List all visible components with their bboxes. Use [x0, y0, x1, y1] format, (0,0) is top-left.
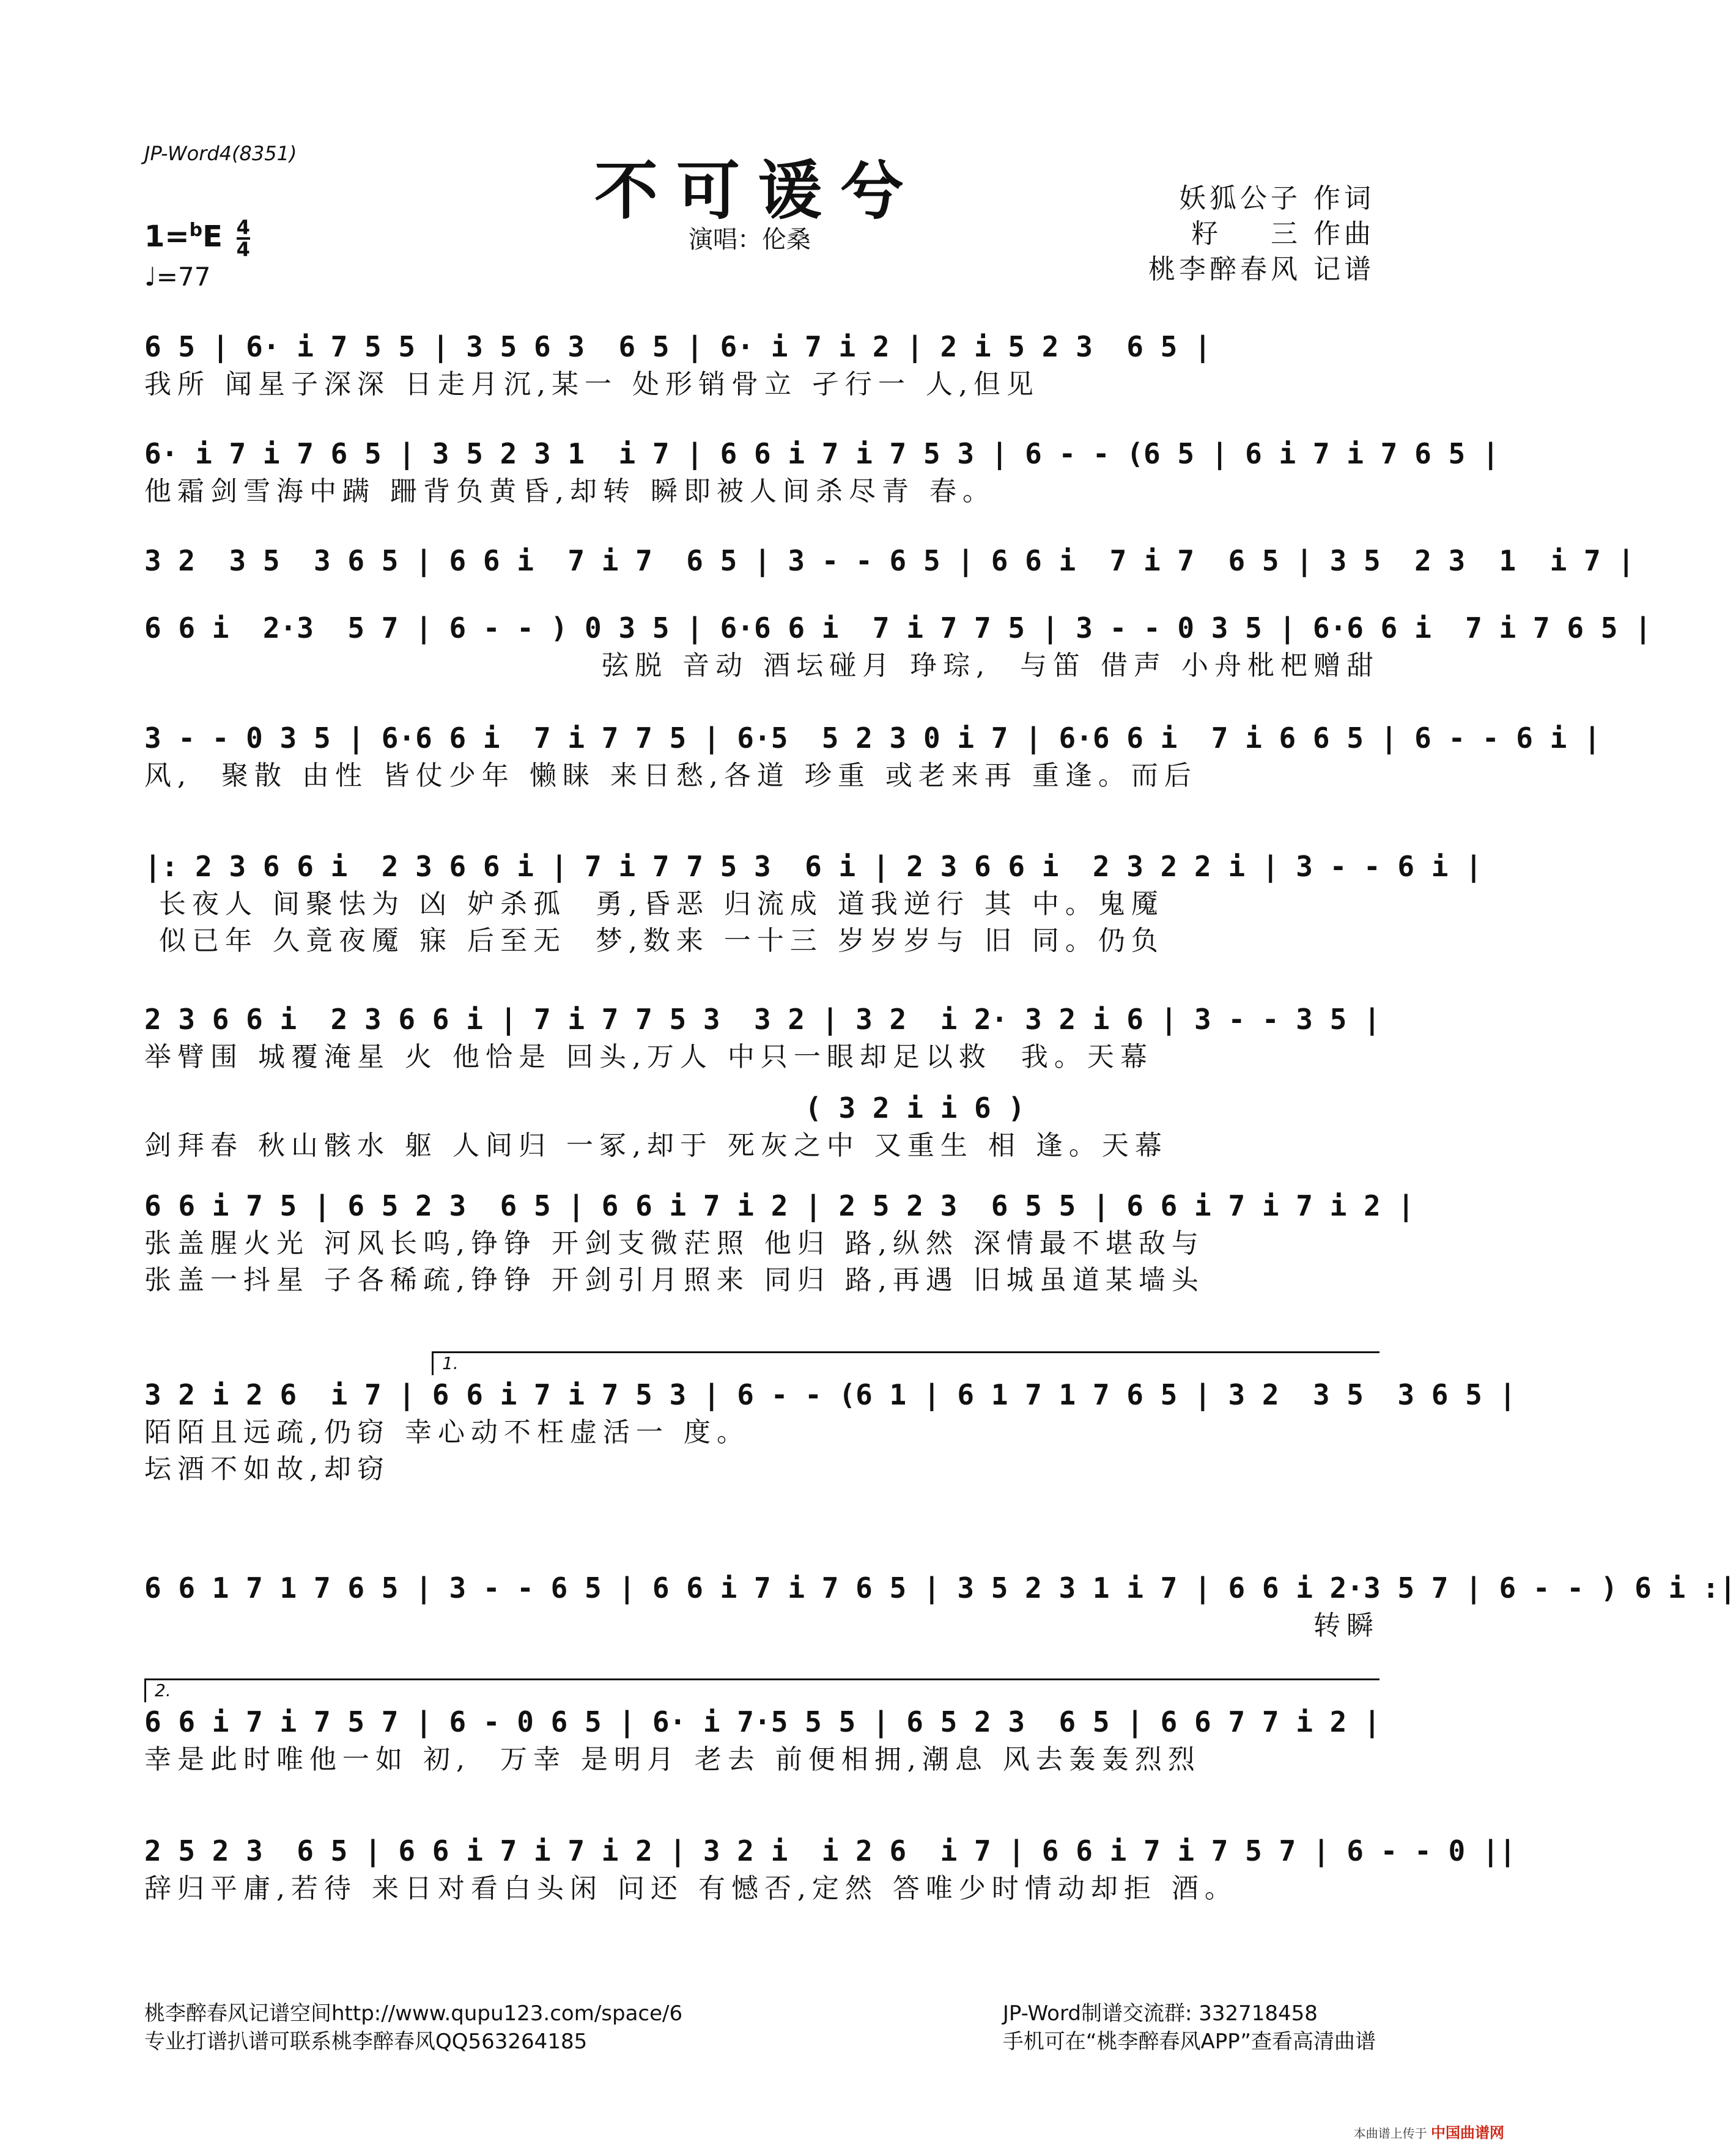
score-system [144, 718, 1601, 794]
composer-credit: 籽 三 作曲 [1191, 218, 1375, 249]
site-watermark [1354, 2121, 1504, 2142]
score-system [144, 1831, 1516, 1907]
notation-line: 3 2 i 2 6 i 7 | 6 6 i 7 i 7 5 3 | 6 - - (6 1 | 6 1 7 1 7 6 5 | 3 2 3 5 3 6 5 | [144, 1378, 1516, 1411]
lyric-line: 陌陌且远疏,仍窃 幸心动不枉虚活一 度。 [144, 1417, 750, 1448]
lyric-line: 转瞬 [1313, 1610, 1380, 1641]
notation-line: 6· i 7 i 7 6 5 | 3 5 2 3 1 i 7 | 6 6 i 7 i 7 5 3 | 6 - - (6 5 | 6 i 7 i 7 6 5 | [144, 437, 1499, 470]
volta-bracket: 2. [144, 1678, 1380, 1702]
tempo-marking: ♩=77 [144, 262, 211, 292]
footer-app: 手机可在“桃李醉春风APP”查看高清曲谱 [1002, 2029, 1376, 2054]
key-prefix: 1= [144, 220, 190, 254]
software-label: JP-Word4(8351) [144, 142, 297, 165]
time-numerator: 4 [236, 216, 250, 239]
lyricist-credit: 妖狐公子 作词 [1179, 183, 1375, 214]
notation-line: 6 6 i 2·3 5 7 | 6 - - ) 0 3 5 | 6·6 6 i 7 i 7 7 5 | 3 - - 0 3 5 | 6·6 6 i 7 i 7 6 5 | [144, 611, 1652, 644]
lyric-line: 似已年 久竟夜魇 寐 后至无 梦,数来 一十三 岁岁岁与 旧 同。仍负 [144, 925, 1164, 956]
footer-group: JP-Word制谱交流群: 332718458 [1002, 2001, 1318, 2026]
footer-right [1003, 1999, 1376, 2056]
lyric-line: 弦脱 音动 酒坛碰月 琤琮, 与笛 借声 小舟枇杷赠甜 [602, 650, 1380, 681]
lyric-line: 辞归平庸,若待 来日对看白头闲 问还 有憾否,定然 答唯少时情动却拒 酒。 [144, 1873, 1238, 1904]
score-system [144, 608, 1652, 684]
notation-line: 6 5 | 6· i 7 5 5 | 3 5 6 3 6 5 | 6· i 7 i 2 | 2 i 5 2 3 6 5 | [144, 330, 1211, 363]
notation-line: 6 6 i 7 5 | 6 5 2 3 6 5 | 6 6 i 7 i 2 | 2 5 2 3 6 5 5 | 6 6 i 7 i 7 i 2 | [144, 1189, 1415, 1222]
lyric-line: 我所 闻星子深深 日走月沉,某一 处形销骨立 孑行一 人,但见 [144, 369, 1040, 400]
volta-bracket: 1. [432, 1351, 1380, 1375]
singer-credit: 演唱：伦桑 [689, 226, 811, 254]
key-note: E [202, 220, 223, 254]
lyric-line: 风, 聚散 由性 皆仗少年 懒睐 来日愁,各道 珍重 或老来再 重逢。而后 [144, 760, 1197, 791]
lyric-line: 幸是此时唯他一如 初, 万幸 是明月 老去 前便相拥,潮息 风去轰轰烈烈 [144, 1744, 1201, 1775]
transcriber-credit: 桃李醉春风 记谱 [1148, 254, 1375, 285]
lyric-line: 张盖腥火光 河风长呜,铮铮 开剑支微茫照 他归 路,纵然 深情最不堪敌与 [144, 1228, 1205, 1259]
notation-line: 2 3 6 6 i 2 3 6 6 i | 7 i 7 7 5 3 3 2 | 3 2 i 2· 3 2 i 6 | 3 - - 3 5 | [144, 1003, 1381, 1036]
lyric-line: 坛酒不如故,却窃 [144, 1453, 390, 1485]
flat-sign: b [189, 220, 203, 241]
score-system [144, 1088, 1380, 1164]
lyric-line: 长夜人 间聚怯为 凶 妒杀孤 勇,昏恶 归流成 道我逆行 其 中。鬼魇 [144, 888, 1164, 920]
notation-line: 2 5 2 3 6 5 | 6 6 i 7 i 7 i 2 | 3 2 i i 2 6 i 7 | 6 6 i 7 i 7 5 7 | 6 - - 0 || [144, 1834, 1516, 1867]
score-system [144, 1568, 1736, 1644]
score-system [144, 434, 1499, 510]
score-system [144, 541, 1635, 617]
lyric-line: 剑拜春 秋山骸水 躯 人间归 一冢,却于 死灰之中 又重生 相 逢。天幕 [144, 1130, 1168, 1161]
notation-line: 6 6 i 7 i 7 5 7 | 6 - 0 6 5 | 6· i 7·5 5 5 | 6 5 2 3 6 5 | 6 6 7 7 i 2 | [144, 1705, 1381, 1738]
score-system [144, 1351, 1516, 1488]
time-denominator: 4 [236, 238, 250, 261]
notation-line: |: 2 3 6 6 i 2 3 6 6 i | 7 i 7 7 5 3 6 i | 2 3 6 6 i 2 3 2 2 i | 3 - - 6 i | [144, 850, 1482, 883]
key-signature [144, 218, 250, 259]
watermark-site: 中国曲谱网 [1431, 2124, 1504, 2141]
notation-line: ( 3 2 i i 6 ) [144, 1091, 1025, 1124]
watermark-prefix: 本曲谱上传于 [1353, 2126, 1427, 2141]
lyric-line: 张盖一抖星 子各稀疏,铮铮 开剑引月照来 同归 路,再遇 旧城虽道某墙头 [144, 1264, 1205, 1296]
score-system [144, 1186, 1415, 1299]
lyric-line: 他霜剑雪海中蹒 跚背负黄昏,却转 瞬即被人间杀尽青 春。 [144, 476, 995, 507]
footer-left [144, 1999, 682, 2056]
notation-line: 6 6 1 7 1 7 6 5 | 3 - - 6 5 | 6 6 i 7 i 7 6 5 | 3 5 2 3 1 i 7 | 6 6 i 2·3 5 7 | 6 - - ) 6 i :| [144, 1571, 1736, 1604]
score-system [144, 327, 1380, 403]
notation-line: 3 - - 0 3 5 | 6·6 6 i 7 i 7 7 5 | 6·5 5 2 3 0 i 7 | 6·6 6 i 7 i 6 6 5 | 6 - - 6 i | [144, 722, 1601, 755]
footer-contact: 专业打谱扒谱可联系桃李醉春风QQ563264185 [144, 2029, 588, 2054]
score-system [144, 1678, 1380, 1778]
time-signature [237, 218, 250, 259]
score-system [144, 847, 1482, 959]
credits [1148, 181, 1375, 287]
score-system [144, 1000, 1380, 1076]
notation-line: 3 2 3 5 3 6 5 | 6 6 i 7 i 7 6 5 | 3 - - 6 5 | 6 6 i 7 i 7 6 5 | 3 5 2 3 1 i 7 | [144, 544, 1635, 577]
lyric-line: 举臂围 城覆淹星 火 他恰是 回头,万人 中只一眼却足以救 我。天幕 [144, 1041, 1153, 1072]
footer-space-link[interactable]: 桃李醉春风记谱空间http://www.qupu123.com/space/6 [144, 2001, 683, 2026]
song-title: 不可谖兮 [594, 153, 922, 228]
